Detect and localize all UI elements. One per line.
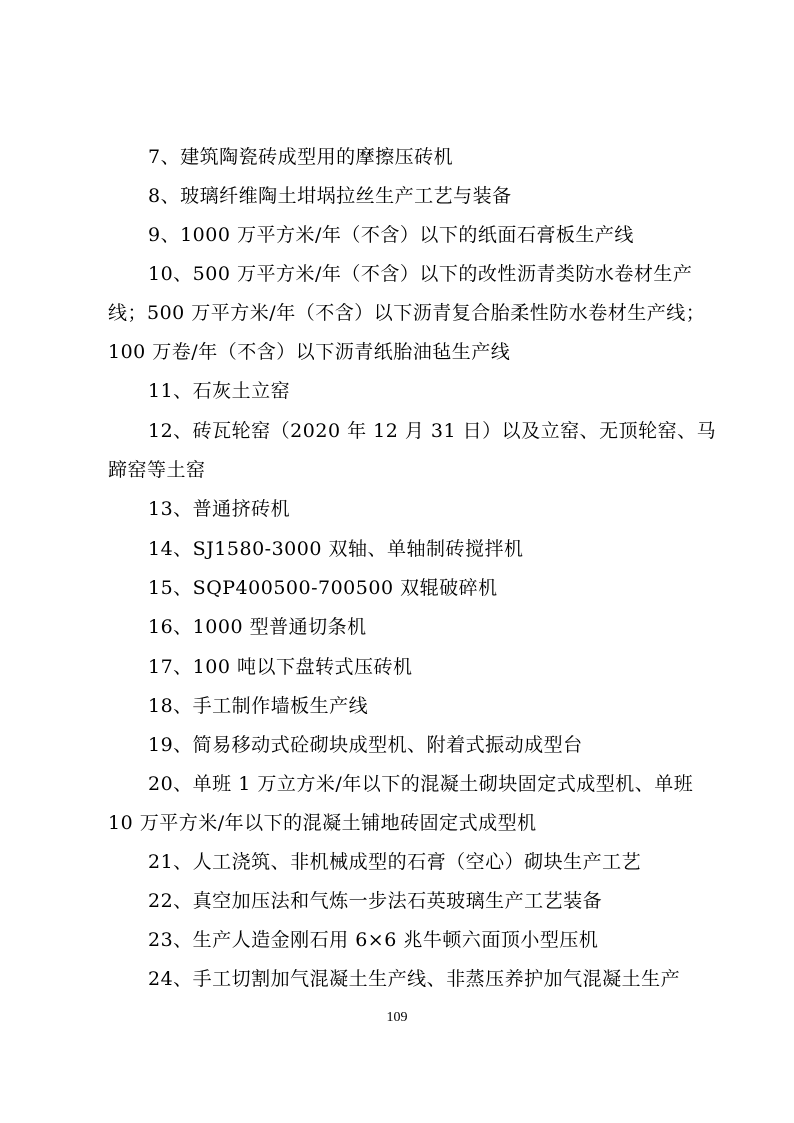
list-item-10 (108, 255, 706, 372)
item-line-continued: 蹄窑等土窑 (108, 459, 206, 481)
list-item-16 (108, 608, 698, 647)
item-line: 12、砖瓦轮窑（2020 年 12 月 31 日）以及立窑、无顶轮窑、马 (148, 420, 717, 442)
list-item-9 (108, 216, 698, 255)
list-item-12 (108, 412, 717, 490)
list-item-22 (108, 882, 698, 921)
item-line: 8、玻璃纤维陶土坩埚拉丝生产工艺与装备 (148, 185, 512, 207)
list-item-11 (108, 372, 698, 411)
list-item-24 (108, 960, 698, 999)
item-line: 7、建筑陶瓷砖成型用的摩擦压砖机 (148, 146, 454, 168)
item-line-continued: 10 万平方米/年以下的混凝土铺地砖固定式成型机 (108, 812, 537, 834)
list-item-21 (108, 843, 698, 882)
list-item-23 (108, 921, 698, 960)
page-number: 109 (386, 1010, 408, 1025)
item-line: 15、SQP400500-700500 双辊破碎机 (148, 577, 498, 599)
list-item-14 (108, 530, 698, 569)
item-line: 16、1000 型普通切条机 (148, 616, 367, 638)
list-item-20 (108, 765, 698, 843)
item-line: 21、人工浇筑、非机械成型的石膏（空心）砌块生产工艺 (148, 851, 642, 873)
list-item-19 (108, 726, 698, 765)
item-line: 13、普通挤砖机 (148, 498, 291, 520)
list-item-17 (108, 648, 698, 687)
list-item-18 (108, 687, 698, 726)
list-item-13 (108, 490, 698, 529)
list-item-7 (108, 138, 698, 177)
item-line: 22、真空加压法和气炼一步法石英玻璃生产工艺装备 (148, 890, 603, 912)
item-line: 20、单班 1 万立方米/年以下的混凝土砌块固定式成型机、单班 (148, 773, 694, 795)
item-line: 18、手工制作墙板生产线 (148, 695, 369, 717)
item-line: 19、简易移动式砼砌块成型机、附着式振动成型台 (148, 734, 583, 756)
item-line: 9、1000 万平方米/年（不含）以下的纸面石膏板生产线 (148, 224, 634, 246)
item-line-continued: 线；500 万平方米/年（不含）以下沥青复合胎柔性防水卷材生产线； (108, 302, 706, 324)
item-line: 23、生产人造金刚石用 6×6 兆牛顿六面顶小型压机 (148, 929, 599, 951)
item-line-continued: 100 万卷/年（不含）以下沥青纸胎油毡生产线 (108, 341, 511, 363)
item-line: 14、SJ1580-3000 双轴、单轴制砖搅拌机 (148, 538, 524, 560)
item-line: 17、100 吨以下盘转式压砖机 (148, 656, 413, 678)
item-line: 24、手工切割加气混凝土生产线、非蒸压养护加气混凝土生产 (148, 968, 681, 990)
list-item-15 (108, 569, 698, 608)
list-item-8 (108, 177, 698, 216)
item-line: 11、石灰土立窑 (148, 380, 291, 402)
item-line: 10、500 万平方米/年（不含）以下的改性沥青类防水卷材生产 (148, 263, 693, 285)
